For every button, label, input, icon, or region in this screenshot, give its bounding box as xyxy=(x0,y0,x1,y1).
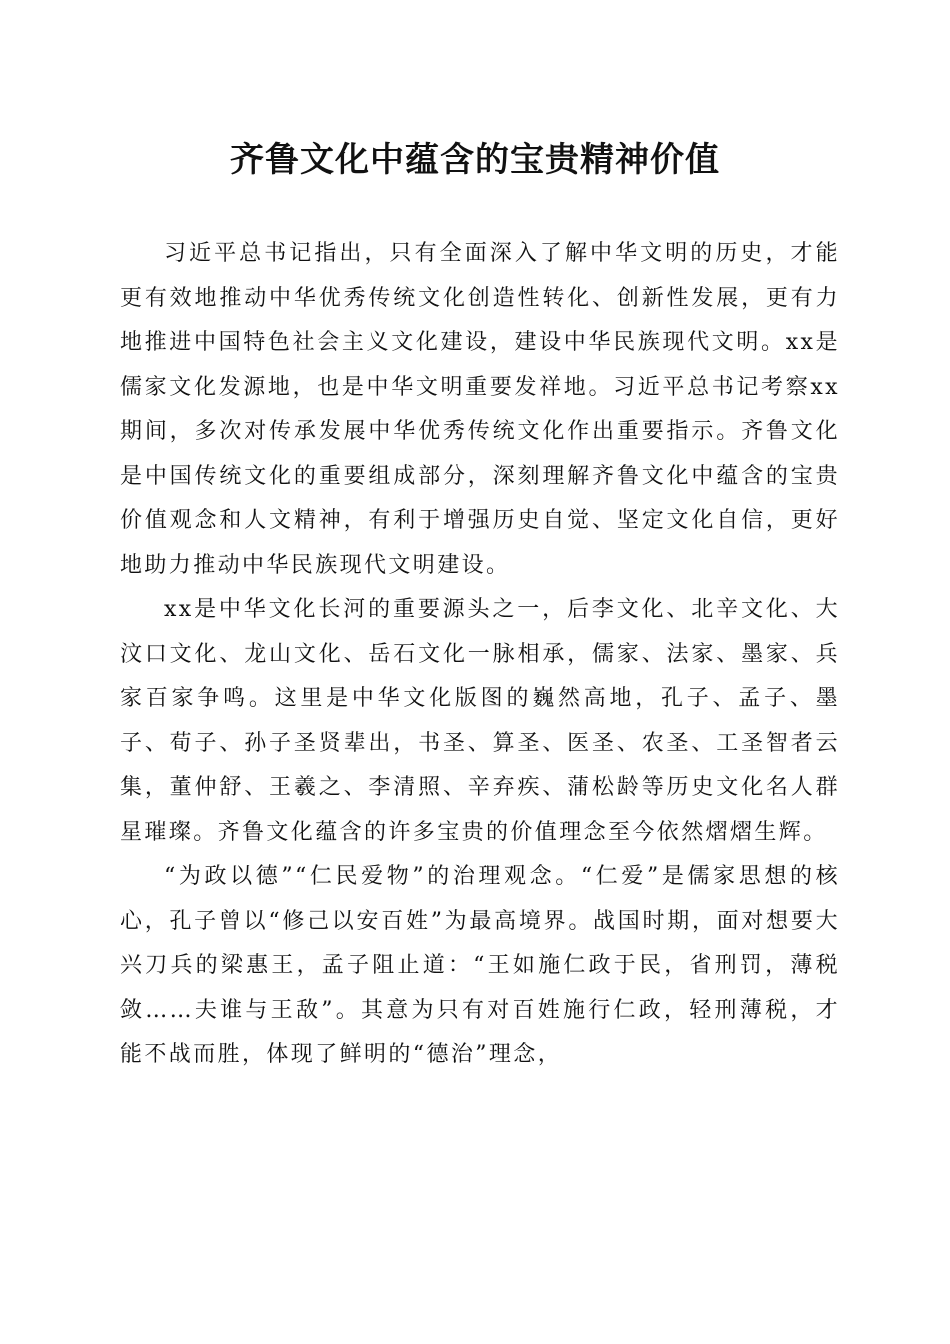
document-body xyxy=(120,232,840,1078)
paragraph-governance: “为政以德”“仁民爱物”的治理观念。“仁爱”是儒家思想的核心，孔子曾以“修己以安百姓”为最高境界。战国时期，面对想要大兴刀兵的梁惠王，孟子阻止道：“王如施仁政于民，省刑罚，薄税敛……夫谁与王敌”。其意为只有对百姓施行仁政，轻刑薄税，才能不战而胜，体现了鲜明的“德治”理念， xyxy=(120,864,840,1067)
paragraph-intro: 习近平总书记指出，只有全面深入了解中华文明的历史，才能更有效地推动中华优秀传统文化创造性转化、创新性发展，更有力地推进中国特色社会主义文化建设，建设中华民族现代文明。xx是儒家文化发源地，也是中华文明重要发祥地。习近平总书记考察xx期间，多次对传承发展中华优秀传统文化作出重要指示。齐鲁文化是中国传统文化的重要组成部分，深刻理解齐鲁文化中蕴含的宝贵价值观念和人文精神，有利于增强历史自觉、坚定文化自信，更好地助力推动中华民族现代文明建设。 xyxy=(120,241,840,578)
paragraph-origins: xx是中华文化长河的重要源头之一，后李文化、北辛文化、大汶口文化、龙山文化、岳石文化一脉相承，儒家、法家、墨家、兵家百家争鸣。这里是中华文化版图的巍然高地，孔子、孟子、墨子、荀子、孙子圣贤辈出，书圣、算圣、医圣、农圣、工圣智者云集，董仲舒、王羲之、李清照、辛弃疾、蒲松龄等历史文化名人群星璀璨。齐鲁文化蕴含的许多宝贵的价值理念至今依然熠熠生辉。 xyxy=(120,597,840,845)
document-title: 齐鲁文化中蕴含的宝贵精神价值 xyxy=(230,140,720,180)
